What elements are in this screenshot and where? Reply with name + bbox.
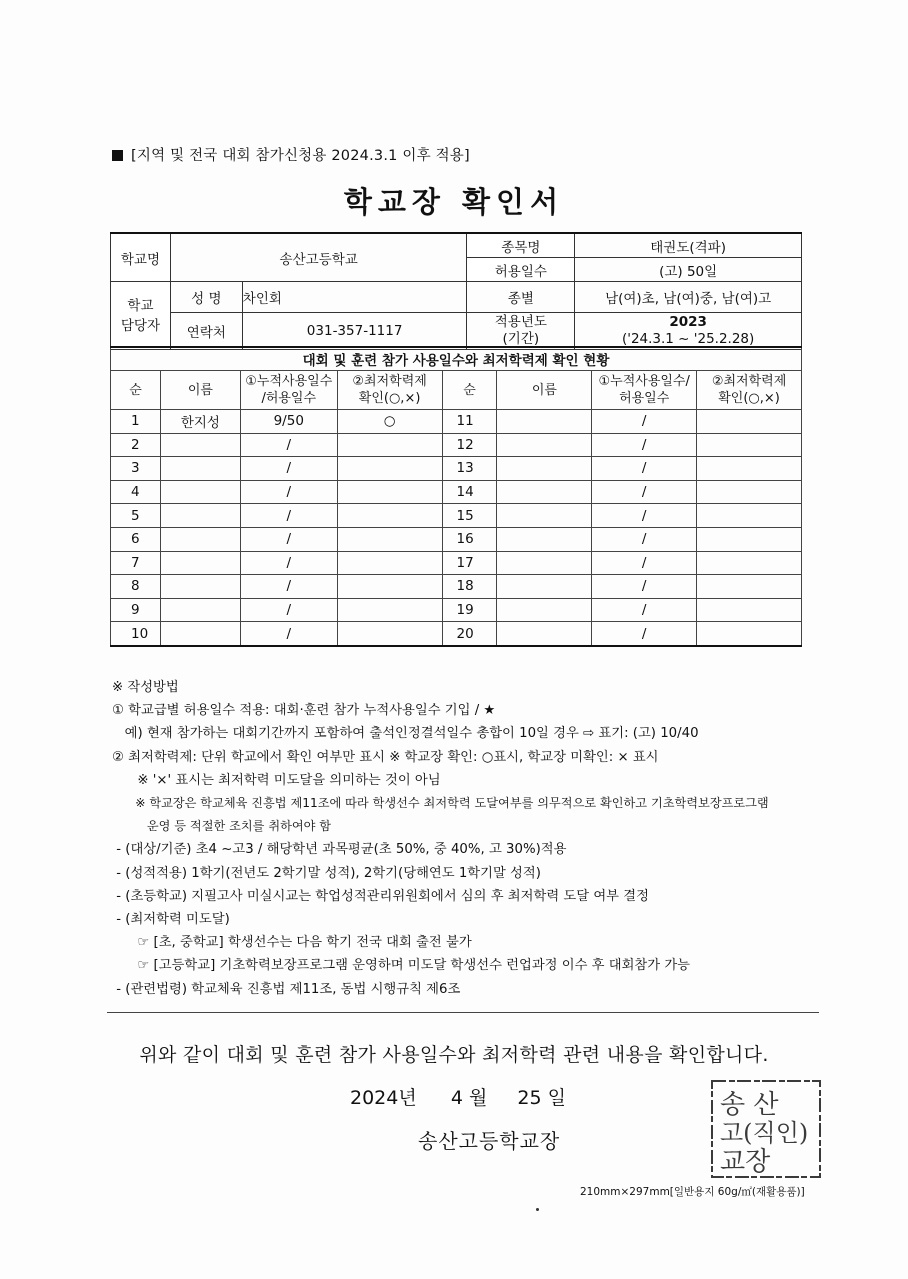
cell-no: 4 [111,480,161,504]
divider [107,1012,819,1013]
col-header: ①누적사용일수/ 허용일수 [592,371,697,410]
cell-days2: / [592,433,697,457]
note-line: - (초등학교) 지필고사 미실시교는 학업성적관리위원회에서 심의 후 최저학력 도달 여부 결정 [112,888,649,904]
cell-no: 2 [111,433,161,457]
confirm-text: 위와 같이 대회 및 훈련 참가 사용일수와 최저학력 관련 내용을 확인합니다. [139,1044,769,1066]
table-row [111,575,802,599]
cell-days: / [240,575,337,599]
cell-check2 [697,527,802,551]
cell-no2: 14 [442,480,497,504]
cell-name [160,457,240,481]
cell-no2: 15 [442,504,497,528]
cell-days: 9/50 [240,410,337,434]
cell-no2: 18 [442,575,497,599]
square-bullet-icon [112,150,123,161]
name-label: 성 명 [170,282,242,313]
cell-name2 [497,622,592,646]
year-cell [575,313,802,350]
cell-days2: / [592,480,697,504]
cell-days: / [240,480,337,504]
cell-check [337,480,442,504]
col-header: ②최저학력제 확인(○,×) [697,371,802,410]
note-line: 예) 현재 참가하는 대회기간까지 포함하여 출석인정결석일수 총합이 10일 경우 ⇨ 표기: (고) 10/40 [112,726,699,742]
note-line: ① 학교급별 허용일수 적용: 대회·훈련 참가 누적사용일수 기입 / ★ [112,703,496,719]
svg-text:고(직인): 고(직인) [720,1119,809,1147]
cell-check2 [697,598,802,622]
cell-no: 3 [111,457,161,481]
cell-name [160,598,240,622]
cell-no2: 11 [442,410,497,434]
year-value: 2023 [669,314,707,330]
info-table [110,232,802,350]
cell-check [337,598,442,622]
cell-check2 [697,551,802,575]
note-line: 운영 등 적절한 조치를 취하여야 함 [112,819,332,834]
cell-check2 [697,433,802,457]
principal-name: 송산고등학교장 [418,1129,561,1153]
cell-name2 [497,598,592,622]
cell-name [160,622,240,646]
cell-no2: 19 [442,598,497,622]
cell-days: / [240,622,337,646]
cell-name2 [497,480,592,504]
cell-check [337,457,442,481]
cell-check [337,504,442,528]
school-label: 학교명 [111,233,171,282]
date-year: 2024년 [350,1087,417,1109]
speck [536,1208,539,1211]
cell-name [160,504,240,528]
table-row [111,598,802,622]
cell-no: 5 [111,504,161,528]
cell-days2: / [592,504,697,528]
svg-text:교장: 교장 [720,1147,771,1177]
contact-value: 031-357-1117 [242,313,467,350]
table-row [111,480,802,504]
cell-no: 1 [111,410,161,434]
date-day-unit: 일 [547,1087,566,1109]
cell-name: 한지성 [160,410,240,434]
name-value: 차인회 [242,282,467,313]
cell-name [160,480,240,504]
cell-days: / [240,527,337,551]
col-header: 이름 [160,371,240,410]
cell-check2 [697,457,802,481]
cell-check: ○ [337,410,442,434]
cell-days: / [240,551,337,575]
date-day: 25 [517,1087,542,1109]
cell-days: / [240,433,337,457]
col-header: 이름 [497,371,592,410]
cell-days2: / [592,410,697,434]
cell-name [160,433,240,457]
cell-no2: 13 [442,457,497,481]
table-row [111,504,802,528]
col-header: 순 [442,371,497,410]
page-title: 학교장 확인서 [343,185,565,219]
gender-value: 남(여)초, 남(여)중, 남(여)고 [575,282,802,313]
year-period: ('24.3.1 ~ '25.2.28) [621,331,755,347]
table-row [111,622,802,646]
date-month: 4 [450,1087,463,1109]
cell-check [337,551,442,575]
participation-table [110,346,802,647]
header-note-text: [지역 및 전국 대회 참가신청용 2024.3.1 이후 적용] [131,148,470,164]
event-label: 종목명 [467,233,575,258]
table-row [111,457,802,481]
official-seal-icon [706,1077,826,1181]
cell-check [337,527,442,551]
table-row [111,410,802,434]
header-note [112,144,470,165]
cell-no: 9 [111,598,161,622]
footer-note: 210mm×297mm[일반용지 60g/㎡(재활용품)] [580,1186,805,1198]
date-line [350,1083,566,1110]
cell-name2 [497,575,592,599]
cell-name2 [497,527,592,551]
note-line: ② 최저학력제: 단위 학교에서 확인 여부만 표시 ※ 학교장 확인: ○표시, 학교장 미확인: × 표시 [112,749,659,765]
event-value: 태권도(격파) [575,233,802,258]
cell-no: 7 [111,551,161,575]
cell-check2 [697,410,802,434]
date-month-unit: 월 [468,1087,488,1109]
cell-no: 8 [111,575,161,599]
cell-name2 [497,433,592,457]
cell-days: / [240,457,337,481]
note-line: ☞ [초, 중학교] 학생선수는 다음 학기 전국 대회 출전 불가 [112,935,472,951]
cell-no2: 20 [442,622,497,646]
note-line: - (관련법령) 학교체육 진흥법 제11조, 동법 시행규칙 제6조 [112,981,461,997]
cell-no: 10 [111,622,161,646]
school-value: 송산고등학교 [170,233,467,282]
cell-name [160,527,240,551]
cell-no2: 16 [442,527,497,551]
cell-name [160,551,240,575]
note-line: ※ '×' 표시는 최저학력 미도달을 의미하는 것이 아님 [112,772,441,788]
table-row [111,527,802,551]
cell-days2: / [592,598,697,622]
note-line: ※ 작성방법 [112,680,179,695]
note-line: ※ 학교장은 학교체육 진흥법 제11조에 따라 학생선수 최저학력 도달여부를 의무적으로 확인하고 기초학력보장프로그램 [112,796,769,811]
cell-check [337,433,442,457]
cell-days: / [240,598,337,622]
cell-name2 [497,410,592,434]
table-row [111,551,802,575]
table-caption: 대회 및 훈련 참가 사용일수와 최저학력제 확인 현황 [111,347,802,371]
cell-check2 [697,504,802,528]
cell-no2: 12 [442,433,497,457]
svg-text:송 산: 송 산 [720,1090,779,1120]
allowed-value: (고) 50일 [575,258,802,282]
cell-check [337,575,442,599]
cell-check2 [697,622,802,646]
year-label: 적용년도 (기간) [467,313,575,350]
cell-days2: / [592,575,697,599]
note-line: - (성적적용) 1학기(전년도 2학기말 성적), 2학기(당해연도 1학기말 성적) [112,865,541,881]
cell-check [337,622,442,646]
gender-label: 종별 [467,282,575,313]
cell-no: 6 [111,527,161,551]
manager-label: 학교 담당자 [111,282,171,350]
col-header: ②최저학력제 확인(○,×) [337,371,442,410]
cell-days: / [240,504,337,528]
col-header: 순 [111,371,161,410]
cell-check2 [697,575,802,599]
cell-days2: / [592,457,697,481]
table-row [111,433,802,457]
cell-days2: / [592,527,697,551]
note-line: ☞ [고등학교] 기초학력보장프로그램 운영하며 미도달 학생선수 런업과정 이수 후 대회참가 가능 [112,958,691,974]
col-header: ①누적사용일수 /허용일수 [240,371,337,410]
cell-name2 [497,504,592,528]
cell-name2 [497,457,592,481]
contact-label: 연락처 [170,313,242,350]
allowed-label: 허용일수 [467,258,575,282]
cell-name2 [497,551,592,575]
notes [112,676,812,1001]
cell-check2 [697,480,802,504]
cell-no2: 17 [442,551,497,575]
cell-days2: / [592,622,697,646]
cell-days2: / [592,551,697,575]
cell-name [160,575,240,599]
note-line: - (최저학력 미도달) [112,912,230,928]
note-line: - (대상/기준) 초4 ~고3 / 해당학년 과목평균(초 50%, 중 40%, 고 30%)적용 [112,842,567,858]
